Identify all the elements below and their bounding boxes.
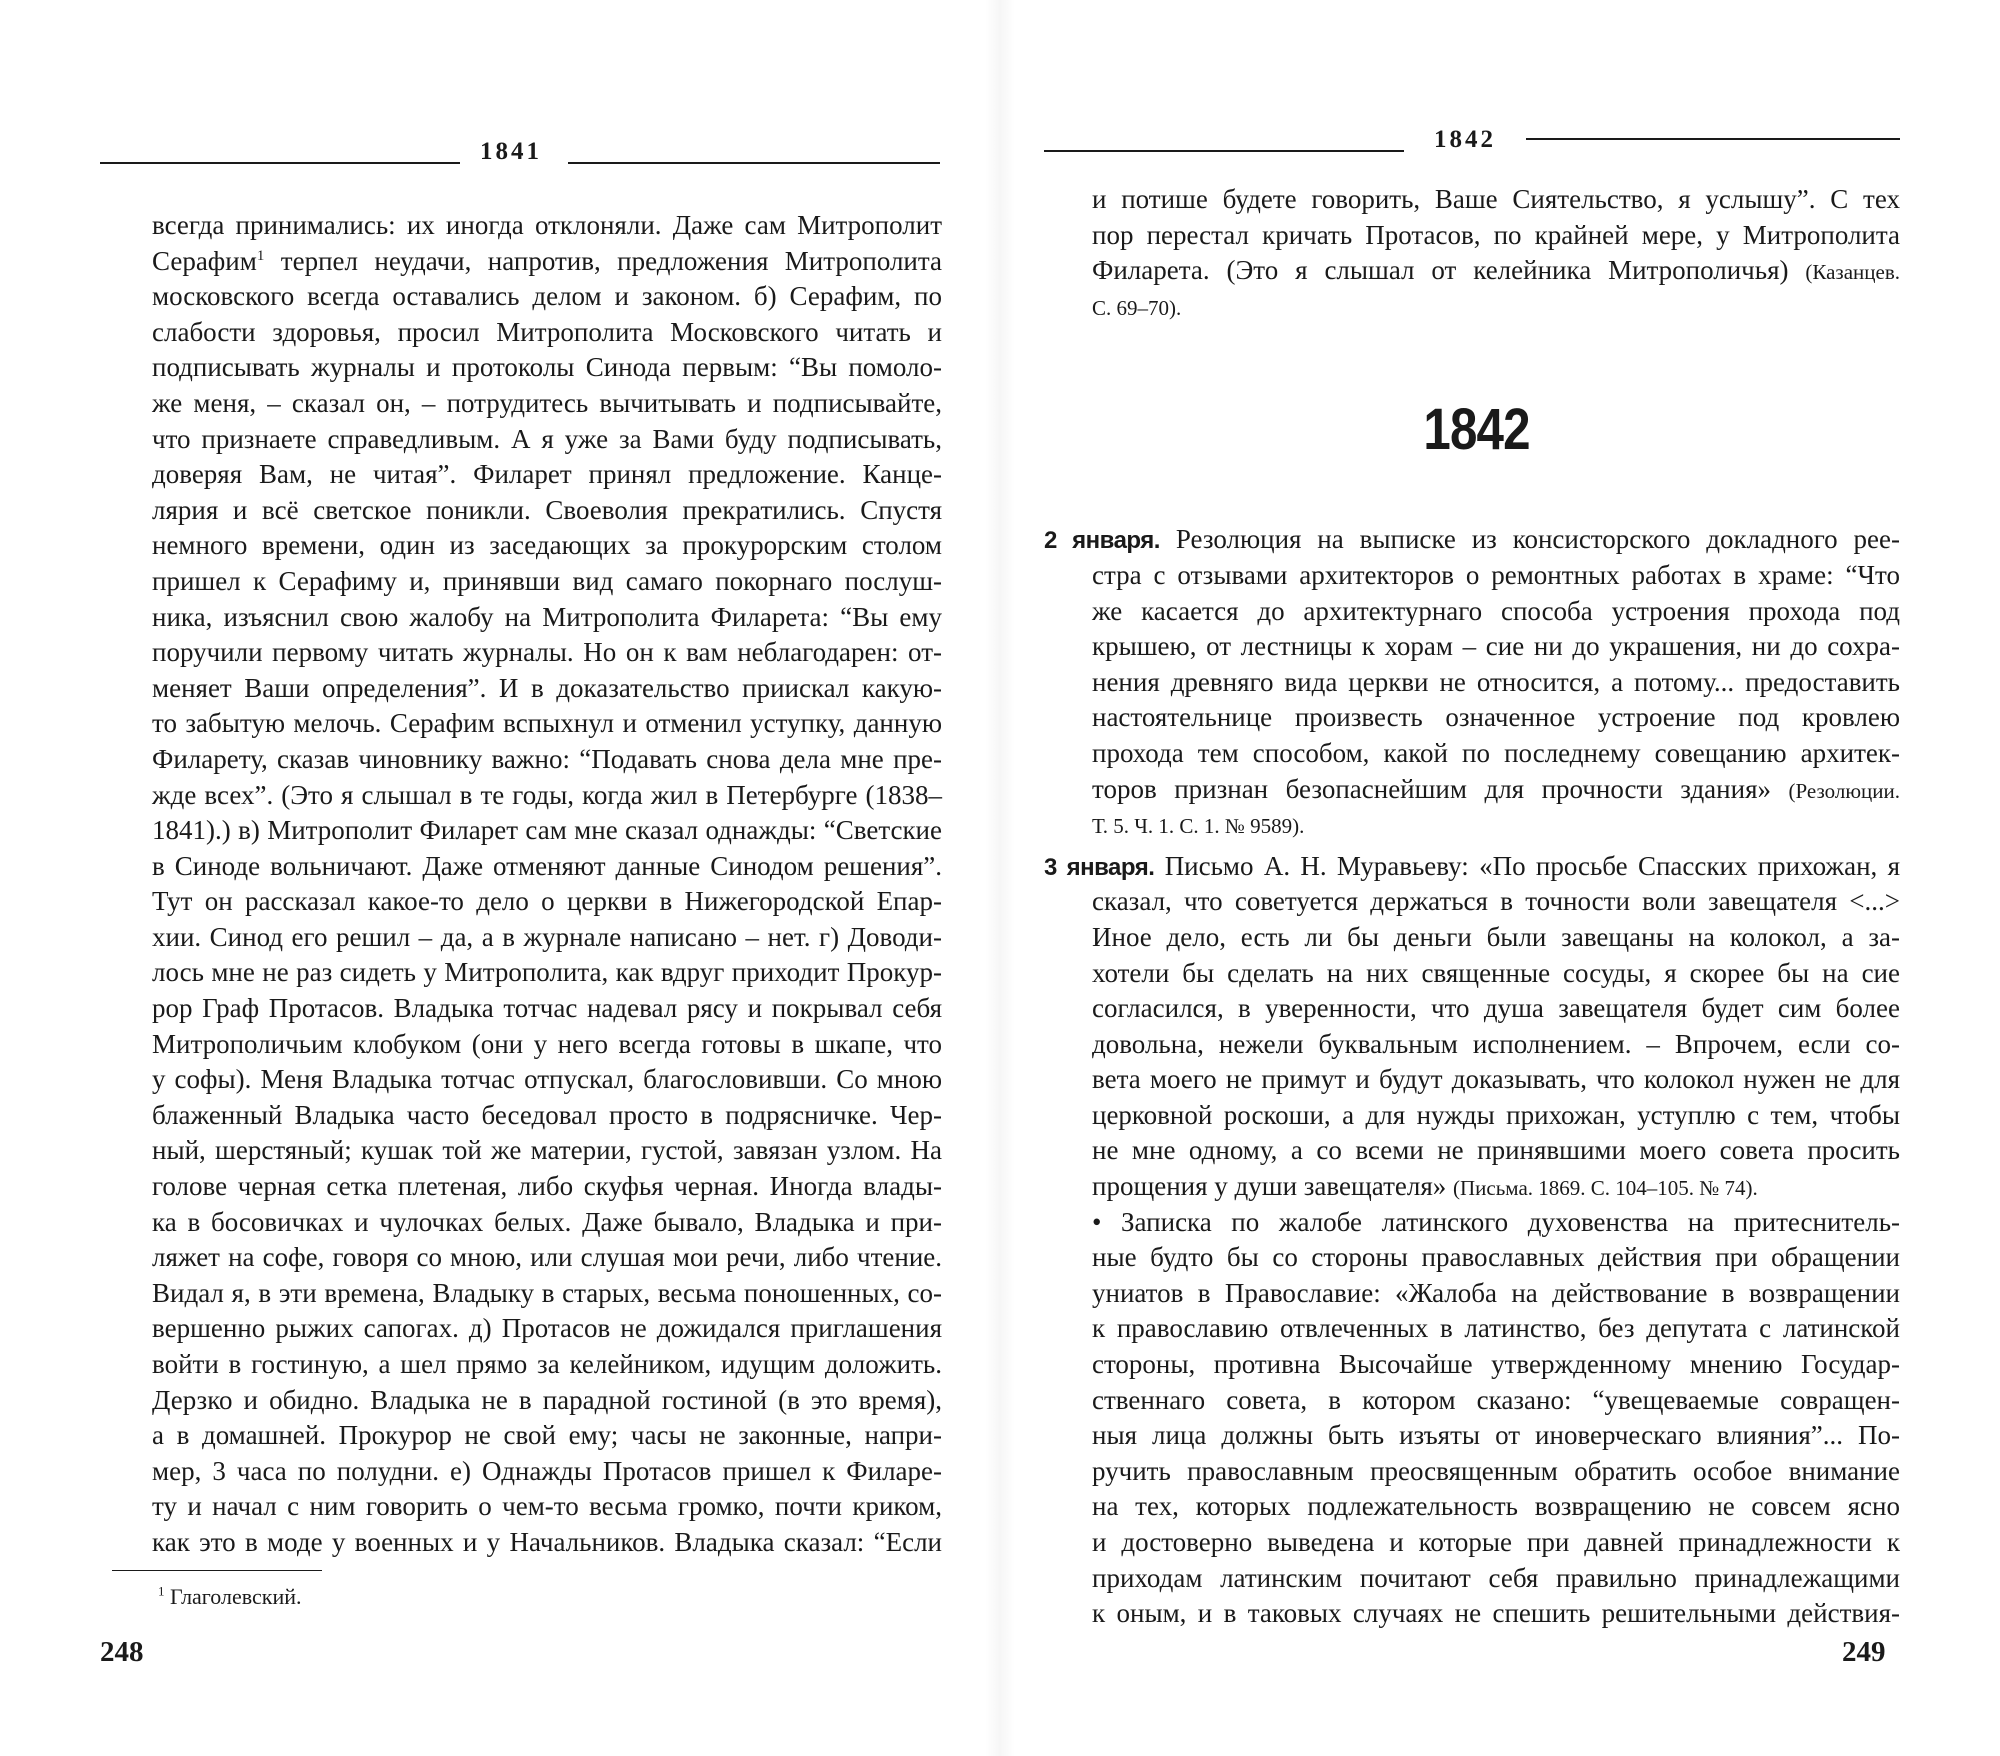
running-head-rule-left [100,162,460,164]
text-line: лось мне не раз сидеть у Митрополита, как вдруг приходит Прокур- [152,957,942,988]
citation: С. 69–70). [1092,295,1182,320]
page-number-right: 249 [1842,1636,1886,1668]
text-line [1044,289,1900,325]
entry-line: 3 января. Письмо А. Н. Муравьеву: «По просьбе Спасских прихожан, я [1044,850,1900,881]
text-line: поручили первому читать журналы. Но он к вам неблагодарен: от- [152,637,942,668]
text-line: нения древняго вида церкви не относится, а потому... предоставить [1092,666,1900,697]
text-line: и достоверно выведена и которые при давней принадлежности к [1092,1527,1900,1557]
text-line: что признаете справедливым. А я уже за Вами буду подписывать, [152,423,942,454]
citation: (Письма. 1869. С. 104–105. № 74). [1453,1176,1758,1201]
text-line: пришел к Серафиму и, принявши вид самаго покорнаго послуш- [152,565,942,596]
text-line: меняет Ваши определения”. И в доказательство приискал какую- [152,672,942,703]
left-running-head [100,128,940,168]
text-line: ляжет на софе, говоря со мною, или слушая мои речи, либо чтение. [152,1242,942,1273]
text-line: пор перестал кричать Протасов, по крайней мере, у Митрополита [1092,219,1900,250]
text-line: к оным, и в таковых случаях не спешить решительными действия- [1092,1598,1900,1629]
text-line: церковной роскоши, а для нужды прихожан, уступлю с тем, чтобы [1092,1099,1900,1130]
entry-line: 2 января. Резолюция на выписке из консисторского докладного рее- [1044,524,1901,555]
running-head-rule-right [568,162,940,164]
text-line: настоятельнице произвесть означенное устроение под кровлею [1092,702,1900,733]
text-line: стороны, противна Высочайше утвержденному мнению Государ- [1092,1349,1900,1380]
entry-date: 2 января. [1044,527,1160,555]
text-line: Филарета. (Это я слышал от келейника Митрополичья) (Казанцев. [1092,255,1901,286]
entry-date: 3 января. [1044,853,1155,881]
footnote-mark: 1 [256,247,265,264]
text-line: сказал, что советуется держаться в точности воли завещателя <...> [1092,886,1900,917]
running-head-rule-left [1044,150,1404,152]
text-line: униатов в Православие: «Жалоба на действование в возвращении [1092,1277,1900,1308]
section-year-heading: 1842 [1423,397,1530,462]
text-line: Иное дело, есть ли бы деньги были завещаны на колокол, а за- [1092,921,1900,952]
footnote-number: 1 [158,1583,165,1599]
text-line: вета моего не примут и будут доказывать, что колокол нужен не для [1092,1064,1900,1095]
text-line: войти в гостиную, а шел прямо за келейником, идущим доложить. [152,1349,942,1379]
text-line: немного времени, один из заседающих за прокурорским столом [152,530,942,561]
text-line: довольна, нежели буквальным исполнением. – Впрочем, если со- [1092,1028,1900,1059]
text-line: то забытую мелочь. Серафим вспыхнул и отменил уступку, данную [152,708,942,739]
running-head-year: 1842 [1434,126,1496,153]
text-line: согласился, в уверенности, что душа завещателя будет сим более [1092,993,1900,1024]
footnote-text: Глаголевский. [170,1584,302,1609]
text-line: 1841).) в) Митрополит Филарет сам мне сказал однажды: “Светские [152,815,942,846]
citation: (Резолюции. [1788,778,1900,803]
text-line: прощения у души завещателя» (Письма. 1869. С. 104–105. № 74). [1092,1171,1758,1202]
text-line: как это в моде у военных и у Начальников. Владыка сказал: “Если [152,1526,942,1557]
text-line: же меня, – сказал он, – потрудитесь вычитывать и подписывайте, [152,387,942,418]
text-line: к православию отвлеченных в латинство, без депутата с латинской [1092,1313,1900,1344]
text-line: блаженный Владыка часто беседовал просто в подрясничке. Чер- [152,1099,942,1130]
text-line: хии. Синод его решил – да, а в журнале написано – нет. г) Доводи- [152,921,942,952]
text-line: слабости здоровья, просил Митрополита Московского читать и [152,316,942,347]
text-line: и потише будете говорить, Ваше Сиятельство, я услышу”. С тех [1092,184,1900,214]
text-line: ручить православным преосвященным обратить особое внимание [1092,1455,1900,1486]
text-line: Митрополичьим клобуком (они у него всегда готовы в шкапе, что [152,1028,942,1059]
text-line: стра с отзывами архитекторов о ремонтных работах в храме: “Что [1092,559,1900,590]
left-body-text [152,208,942,1561]
text-line: московского всегда оставались делом и законом. б) Серафим, по [152,281,942,312]
footnote-rule [112,1570,322,1571]
entry-line: • Записка по жалобе латинского духовенства на притеснитель- [1092,1206,1900,1237]
text-line: а в домашней. Прокурор не свой ему; часы не законные, напри- [152,1420,942,1451]
text-line: жде всех”. (Это я слышал в те годы, когда жил в Петербурге (1838– [152,779,942,810]
text-line: голове черная сетка плетеная, либо скуфья черная. Иногда влады- [152,1171,942,1202]
text-line: крышею, от лестницы к хорам – сие ни до украшения, ни до сохра- [1092,631,1900,662]
text-line: Видал я, в эти времена, Владыку в старых, весьма поношенных, со- [152,1277,942,1308]
text-line: Серафим$^1$ терпел неудачи, напротив, предложения Митрополита [152,245,942,276]
citation: (Казанцев. [1805,260,1901,285]
footnote [158,1584,302,1610]
citation: Т. 5. Ч. 1. С. 1. № 9589). [1092,814,1305,839]
text-line: вершенно рыжих сапогах. д) Протасов не дожидался приглашения [152,1313,942,1344]
text-line: приходам латинским почитают себя правильно принадлежащими [1092,1562,1900,1593]
right-running-head [1044,124,1900,164]
text-line: ные будто бы со стороны православных действия при обращении [1092,1242,1900,1273]
text-line: ныя лица должны быть изъяты от иноверческаго влияния”... По- [1092,1420,1900,1451]
text-line: доверяя Вам, не читая”. Филарет принял предложение. Канце- [152,459,942,490]
text-line: Тут он рассказал какое-то дело о церкви в Нижегородской Епар- [152,886,942,917]
running-head-rule-right [1526,138,1900,140]
text-line: прохода тем способом, какой по последнему совещанию архитек- [1092,737,1900,768]
text-line: мер, 3 часа по полудни. е) Однажды Протасов пришел к Филаре- [152,1455,942,1486]
text-line: всегда принимались: их иногда отклоняли. Даже сам Митрополит [152,210,942,240]
text-line: же касается до архитектурнаго способа устроения прохода под [1092,595,1900,626]
running-head-year: 1841 [480,138,542,165]
text-line: лярия и всё светское поникли. Своеволия прекратились. Спустя [152,494,942,525]
text-line: ственнаго совета, в котором сказано: “увещеваемые совращен- [1092,1384,1900,1415]
text-line: на тех, которых подлежательность возвращению не совсем ясно [1092,1491,1900,1522]
text-line: ный, шерстяный; кушак той же материи, густой, завязан узлом. На [152,1135,942,1166]
bullet-icon: • [1092,1206,1102,1237]
right-page [1000,0,2000,1756]
page-number-left: 248 [100,1636,144,1668]
text-line: не мне одному, а со всеми не принявшими моего совета просить [1092,1135,1900,1166]
text-line: рор Граф Протасов. Владыка тотчас надевал рясу и покрывал себя [152,993,942,1024]
text-line: ка в босовичках и чулочках белых. Даже бывало, Владыка и при- [152,1206,942,1237]
text-line: подписывать журналы и протоколы Синода первым: “Вы помоло- [152,352,942,383]
text-line: ту и начал с ним говорить о чем-то весьма громко, почти криком, [152,1491,942,1522]
text-line: Филарету, сказав чиновнику важно: “Подавать снова дела мне пре- [152,743,942,774]
text-line [1044,807,1900,843]
text-line: хотели бы сделать на них священные сосуды, я скорее бы на сие [1092,957,1900,988]
text-line: Дерзко и обидно. Владыка не в парадной гостиной (в это время), [152,1384,942,1415]
text-line: в Синоде вольничают. Даже отменяют данные Синодом решения”. [152,850,942,881]
text-line: ника, изъяснил свою жалобу на Митрополита Филарета: “Вы ему [152,601,942,632]
text-line: торов признан безопаснейшим для прочности здания» (Резолюции. [1092,773,1900,804]
text-line: у софы). Меня Владыка тотчас отпускал, благословивши. Со мною [152,1064,942,1095]
